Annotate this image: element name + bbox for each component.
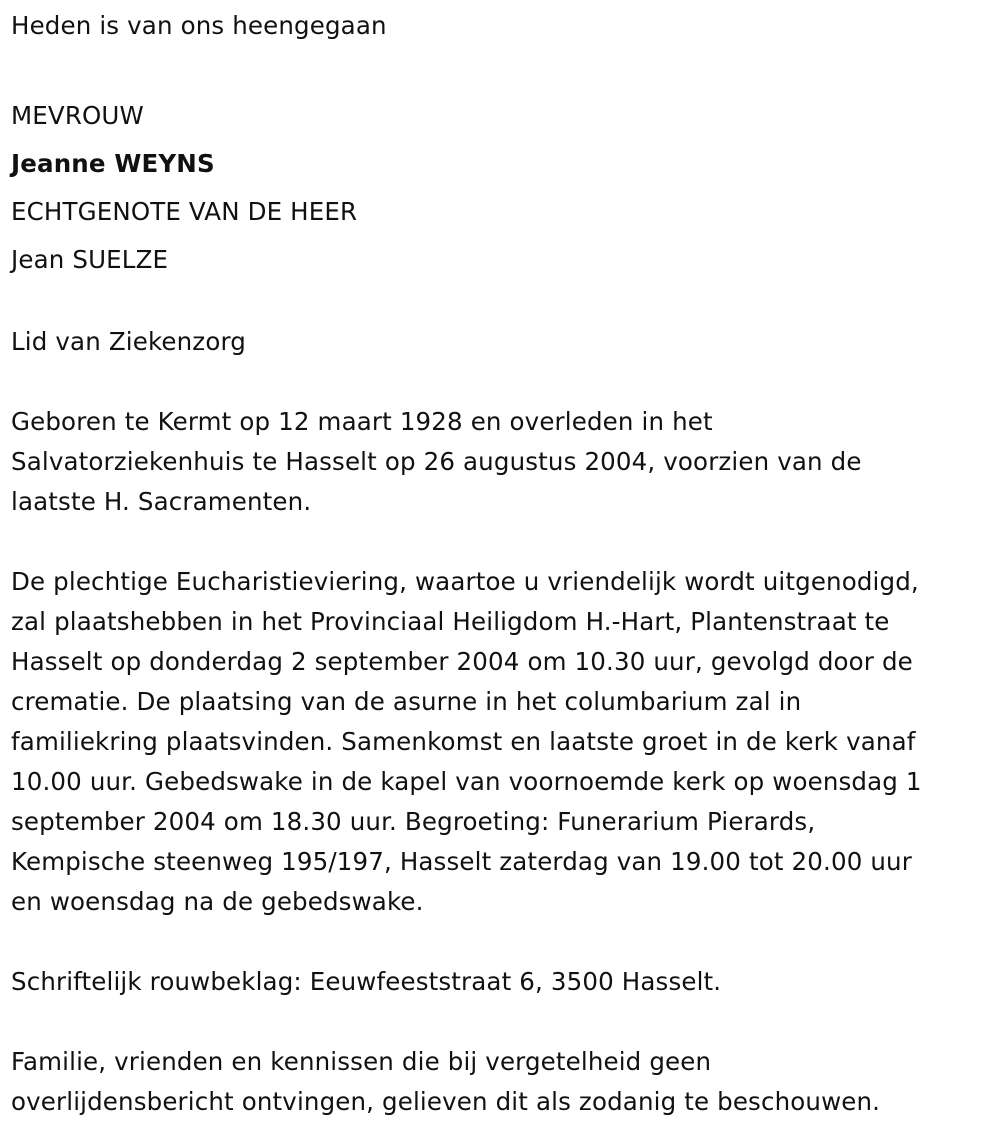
intro-text: Heden is van ons heengegaan (11, 11, 387, 40)
condolences-paragraph (11, 962, 996, 1002)
closing-paragraph (11, 1042, 996, 1122)
paragraph-line: Salvatorziekenhuis te Hasselt op 26 augustus 2004, voorzien van de (11, 447, 862, 476)
paragraph-line: en woensdag na de gebedswake. (11, 887, 424, 916)
paragraph-line: september 2004 om 18.30 uur. Begroeting: Funerarium Pierards, (11, 807, 816, 836)
paragraph-line: overlijdensbericht ontvingen, gelieven dit als zodanig te beschouwen. (11, 1087, 881, 1116)
deceased-name: Jeanne WEYNS (11, 149, 215, 178)
membership-text: Lid van Ziekenzorg (11, 327, 246, 356)
paragraph-line: familiekring plaatsvinden. Samenkomst en laatste groet in de kerk vanaf (11, 727, 916, 756)
paragraph-line: laatste H. Sacramenten. (11, 487, 312, 516)
paragraph-line: Geboren te Kermt op 12 maart 1928 en overleden in het (11, 407, 713, 436)
birth-death-paragraph (11, 402, 996, 522)
spouse-name: Jean SUELZE (11, 245, 169, 274)
deceased-block (11, 100, 996, 292)
deceased-title: MEVROUW (11, 101, 144, 130)
ceremony-paragraph (11, 562, 996, 922)
paragraph-line: Familie, vrienden en kennissen die bij vergetelheid geen (11, 1047, 712, 1076)
paragraph-line: 10.00 uur. Gebedswake in de kapel van voornoemde kerk op woensdag 1 (11, 767, 922, 796)
deceased-relation: ECHTGENOTE VAN DE HEER (11, 197, 358, 226)
paragraph-line: De plechtige Eucharistieviering, waartoe u vriendelijk wordt uitgenodigd, (11, 567, 919, 596)
paragraph-line: Kempische steenweg 195/197, Hasselt zaterdag van 19.00 tot 20.00 uur (11, 847, 912, 876)
paragraph-line: crematie. De plaatsing van de asurne in het columbarium zal in (11, 687, 802, 716)
paragraph-line: zal plaatshebben in het Provinciaal Heiligdom H.-Hart, Plantenstraat te (11, 607, 890, 636)
obituary-notice (11, 0, 996, 1122)
condolences-address: Schriftelijk rouwbeklag: Eeuwfeeststraat 6, 3500 Hasselt. (11, 967, 722, 996)
paragraph-line: Hasselt op donderdag 2 september 2004 om 10.30 uur, gevolgd door de (11, 647, 913, 676)
